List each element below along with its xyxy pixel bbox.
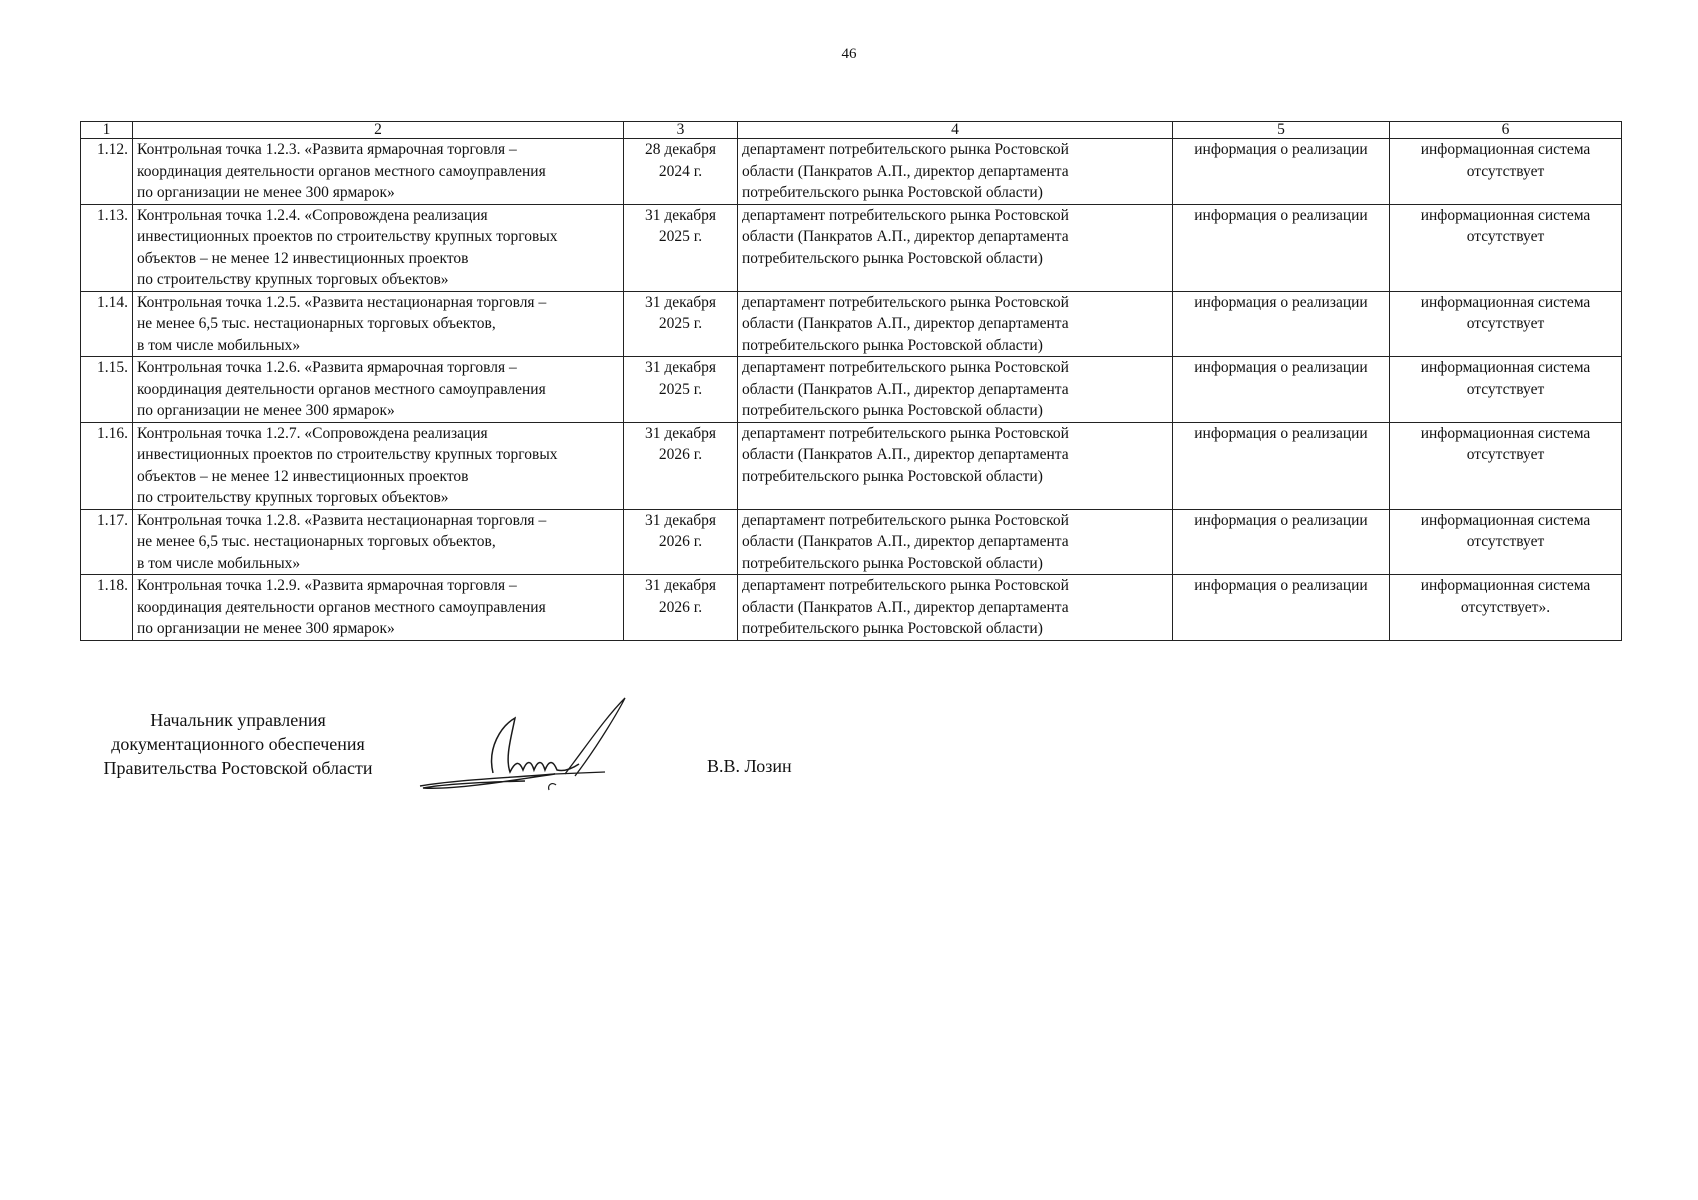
deadline-line: 2024 г. [658,162,703,180]
info-system-line: информационная система [1420,293,1591,311]
responsible-line: департамент потребительского рынка Ростовской [742,511,1069,529]
control-point-line: Контрольная точка 1.2.9. «Развита ярмарочная торговля – [137,577,517,594]
responsible-line: департамент потребительского рынка Ростовской [742,577,1069,594]
info-system-line: информационная система [1420,424,1591,442]
control-point-line: инвестиционных проектов по строительству крупных торговых [137,446,558,463]
signatory-position [78,708,398,780]
row-number-cell: 1.14. [81,291,133,357]
control-point-line: в том числе мобильных» [137,336,301,354]
info-system-cell [1390,204,1622,291]
row-number-cell: 1.18. [81,575,133,641]
info-system-cell [1390,422,1622,509]
info-system-line: отсутствует [1466,446,1545,463]
row-number-cell: 1.13. [81,204,133,291]
responsible-line: департамент потребительского рынка Ростовской [742,359,1069,376]
responsible-line: области (Панкратов А.П., директор департамента [742,162,1069,180]
responsible-line: области (Панкратов А.П., директор департамента [742,446,1069,463]
responsible-line: потребительского рынка Ростовской области) [742,336,1043,354]
control-point-line: по организации не менее 300 ярмарок» [137,620,395,637]
deadline-cell [624,357,738,423]
document-type-cell: информация о реализации [1173,291,1390,357]
row-number-cell: 1.17. [81,509,133,575]
responsible-line: департамент потребительского рынка Ростовской [742,206,1069,224]
signatory-title-line: Начальник управления [150,710,326,730]
deadline-cell [624,422,738,509]
control-point-cell [133,509,624,575]
header-cell: 4 [738,122,1173,139]
info-system-line: отсутствует [1466,315,1545,332]
info-system-cell [1390,139,1622,205]
control-point-line: Контрольная точка 1.2.6. «Развита ярмарочная торговля – [137,359,517,376]
document-type-cell: информация о реализации [1173,139,1390,205]
page-number: 46 [841,46,857,62]
document-type-cell: информация о реализации [1173,509,1390,575]
document-type-cell: информация о реализации [1173,422,1390,509]
info-system-line: отсутствует [1466,533,1545,550]
control-point-cell [133,575,624,641]
info-system-line: отсутствует [1466,380,1545,398]
control-point-line: объектов – не менее 12 инвестиционных проектов [137,467,469,485]
deadline-line: 2026 г. [658,598,703,616]
control-point-line: не менее 6,5 тыс. нестационарных торговых объектов, [137,533,496,550]
responsible-line: области (Панкратов А.П., директор департамента [742,315,1069,332]
info-system-cell [1390,509,1622,575]
info-system-line: отсутствует [1466,162,1545,180]
document-type-cell: информация о реализации [1173,575,1390,641]
responsible-line: потребительского рынка Ростовской области) [742,249,1043,267]
header-cell: 5 [1173,122,1390,139]
control-point-line: не менее 6,5 тыс. нестационарных торговых объектов, [137,315,496,332]
info-system-line: информационная система [1420,511,1591,529]
responsible-cell [738,422,1173,509]
control-point-cell [133,291,624,357]
info-system-cell [1390,575,1622,641]
info-system-line: информационная система [1420,577,1591,594]
info-system-line: отсутствует». [1460,598,1551,616]
header-cell: 3 [624,122,738,139]
responsible-line: потребительского рынка Ростовской области) [742,467,1043,485]
control-point-line: координация деятельности органов местного самоуправления [137,380,546,398]
info-system-line: информационная система [1420,206,1591,224]
deadline-cell [624,509,738,575]
responsible-cell [738,139,1173,205]
responsible-line: области (Панкратов А.П., директор департамента [742,228,1069,245]
control-point-line: Контрольная точка 1.2.4. «Сопровождена реализация [137,206,488,224]
signatory-title-line: документационного обеспечения [111,734,365,754]
deadline-line: 2026 г. [658,446,703,463]
table-header-row [81,122,1622,139]
table-row [81,139,1622,205]
control-point-line: по строительству крупных торговых объектов» [137,489,449,506]
row-number-cell: 1.15. [81,357,133,423]
header-cell: 2 [133,122,624,139]
deadline-line: 31 декабря [644,511,717,529]
signer-name: В.В. Лозин [707,756,792,776]
responsible-line: потребительского рынка Ростовской области) [742,402,1043,419]
signatory-title-line: Правительства Ростовской области [103,758,373,778]
deadline-cell [624,204,738,291]
deadline-line: 31 декабря [644,206,717,224]
deadline-line: 31 декабря [644,424,717,442]
control-point-line: Контрольная точка 1.2.7. «Сопровождена реализация [137,424,488,442]
table-row [81,575,1622,641]
responsible-line: области (Панкратов А.П., директор департамента [742,598,1069,616]
info-system-cell [1390,291,1622,357]
handwritten-signature [415,688,655,798]
control-point-cell [133,422,624,509]
control-point-line: инвестиционных проектов по строительству крупных торговых [137,228,558,245]
deadline-line: 2026 г. [658,533,703,550]
row-number-cell: 1.12. [81,139,133,205]
header-cell: 1 [81,122,133,139]
document-type-cell: информация о реализации [1173,204,1390,291]
table-row [81,357,1622,423]
row-number-cell: 1.16. [81,422,133,509]
responsible-cell [738,204,1173,291]
responsible-cell [738,357,1173,423]
responsible-cell [738,575,1173,641]
table-row [81,422,1622,509]
control-point-line: Контрольная точка 1.2.5. «Развита нестационарная торговля – [137,293,547,311]
deadline-line: 31 декабря [644,293,717,311]
document-type-cell: информация о реализации [1173,357,1390,423]
deadline-cell [624,139,738,205]
responsible-line: потребительского рынка Ростовской области) [742,554,1043,572]
table-row [81,509,1622,575]
control-point-cell [133,204,624,291]
control-point-line: по организации не менее 300 ярмарок» [137,402,395,419]
deadline-line: 2025 г. [658,315,703,332]
control-point-line: объектов – не менее 12 инвестиционных проектов [137,249,469,267]
info-system-line: информационная система [1420,141,1591,158]
info-system-cell [1390,357,1622,423]
info-system-line: информационная система [1420,359,1591,376]
control-point-line: по строительству крупных торговых объектов» [137,271,449,288]
control-point-line: по организации не менее 300 ярмарок» [137,184,395,201]
deadline-cell [624,575,738,641]
responsible-cell [738,509,1173,575]
control-point-line: координация деятельности органов местного самоуправления [137,598,546,616]
responsible-line: области (Панкратов А.П., директор департамента [742,533,1069,550]
control-point-line: Контрольная точка 1.2.3. «Развита ярмарочная торговля – [137,141,517,158]
table-row [81,291,1622,357]
deadline-line: 2025 г. [658,228,703,245]
responsible-line: потребительского рынка Ростовской области) [742,620,1043,637]
control-point-line: Контрольная точка 1.2.8. «Развита нестационарная торговля – [137,511,547,529]
deadline-cell [624,291,738,357]
responsible-cell [738,291,1173,357]
responsible-line: департамент потребительского рынка Ростовской [742,424,1069,442]
info-system-line: отсутствует [1466,228,1545,245]
responsible-line: потребительского рынка Ростовской области) [742,184,1043,201]
control-point-cell [133,357,624,423]
control-points-table [80,121,1622,641]
responsible-line: департамент потребительского рынка Ростовской [742,141,1069,158]
deadline-line: 2025 г. [658,380,703,398]
deadline-line: 28 декабря [644,141,717,158]
control-point-line: в том числе мобильных» [137,554,301,572]
responsible-line: области (Панкратов А.П., директор департамента [742,380,1069,398]
header-cell: 6 [1390,122,1622,139]
responsible-line: департамент потребительского рынка Ростовской [742,293,1069,311]
control-point-cell [133,139,624,205]
table-row [81,204,1622,291]
control-point-line: координация деятельности органов местного самоуправления [137,162,546,180]
deadline-line: 31 декабря [644,359,717,376]
deadline-line: 31 декабря [644,577,717,594]
